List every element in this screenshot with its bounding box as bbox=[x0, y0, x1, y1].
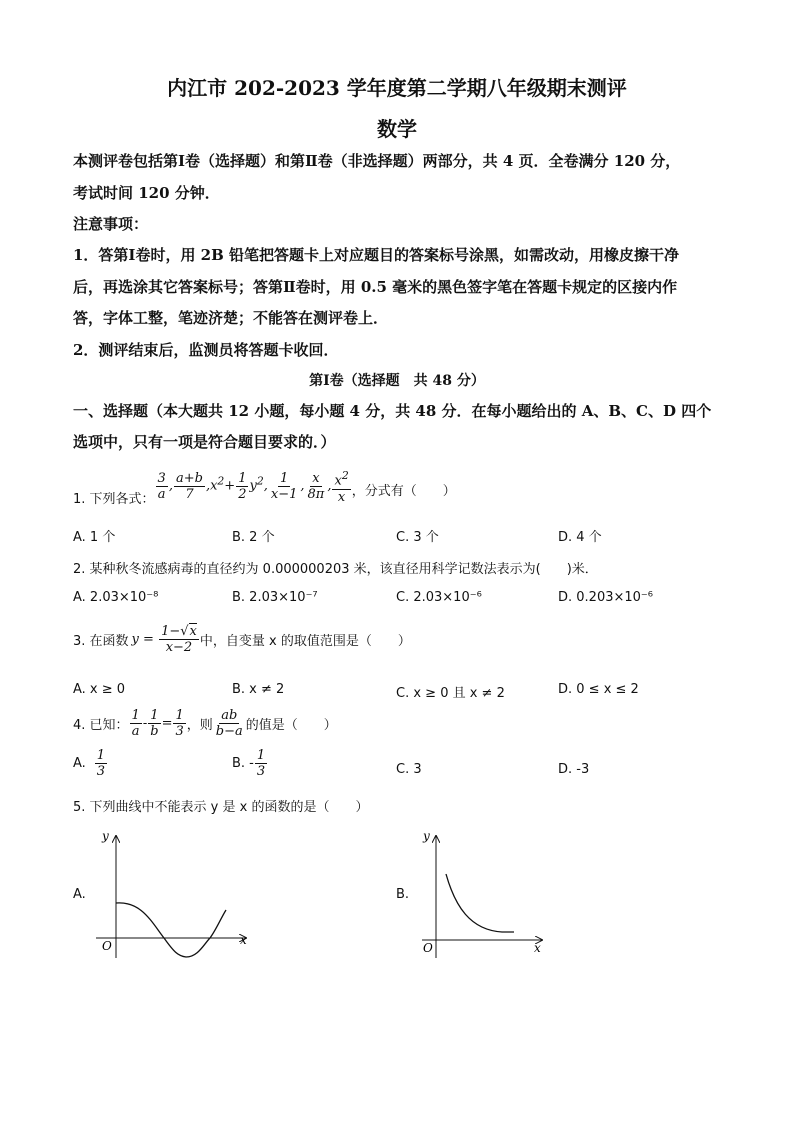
question-4-suffix: 的值是（ ） bbox=[245, 718, 337, 733]
notice-1-line-2: 后，再选涂其它答案标号；答第Ⅱ卷时，用 0.5 毫米的黑色签字笔在答题卡规定的区接内作 bbox=[73, 278, 678, 296]
question-5: 5. 下列曲线中不能表示 y 是 x 的函数的是（ ） bbox=[73, 800, 369, 815]
intro-line-2: 考试时间 120 分钟． bbox=[73, 184, 220, 202]
graph-b-y-label: y bbox=[423, 829, 430, 843]
question-1-suffix: ，分式有（ ） bbox=[351, 484, 456, 499]
q2-option-d: D. 0.203×10⁻⁶ bbox=[558, 590, 653, 605]
question-3-prefix: 3. 在函数 bbox=[73, 634, 129, 649]
q3-option-b: B. x ≠ 2 bbox=[232, 682, 285, 697]
q1-option-a: A. 1 个 bbox=[73, 530, 116, 545]
question-1-prefix: 1. 下列各式： bbox=[73, 492, 155, 507]
q2-option-a: A. 2.03×10⁻⁸ bbox=[73, 590, 159, 605]
graph-b-origin-label: O bbox=[423, 941, 433, 955]
graph-b bbox=[410, 826, 550, 966]
graph-a-label: A. bbox=[73, 887, 86, 902]
section-instruction-line-2: 选项中，只有一项是符合题目要求的．） bbox=[73, 433, 336, 451]
q1-option-c: C. 3 个 bbox=[396, 530, 439, 545]
q4-option-d: D. -3 bbox=[558, 762, 590, 777]
graph-a bbox=[86, 826, 261, 966]
q2-option-b: B. 2.03×10⁻⁷ bbox=[232, 590, 318, 605]
q3-option-d: D. 0 ≤ x ≤ 2 bbox=[558, 682, 639, 697]
exam-title: 内江市 202-2023 学年度第二学期八年级期末测评 bbox=[167, 76, 627, 100]
q1-option-d: D. 4 个 bbox=[558, 530, 602, 545]
graph-a-origin-label: O bbox=[102, 939, 112, 953]
q4-option-a-label: A. bbox=[73, 756, 86, 771]
q4-option-c: C. 3 bbox=[396, 762, 422, 777]
q3-option-c: C. x ≥ 0 且 x ≠ 2 bbox=[396, 686, 505, 701]
graph-b-label: B. bbox=[396, 887, 410, 902]
notice-heading: 注意事项： bbox=[73, 215, 149, 233]
question-3-function: y = $\frac{1-√x}{x-2}$ bbox=[131, 624, 197, 655]
q4-option-b: B. - $\frac{1}{3}$ bbox=[232, 748, 266, 779]
q4-option-b-label: B. - bbox=[232, 756, 254, 771]
question-4 bbox=[73, 708, 337, 739]
question-4-condition: $\frac{1}{a}$ - $\frac{1}{b}$ = $\frac{1}{3}$ bbox=[131, 708, 184, 739]
graph-a-x-label: x bbox=[240, 933, 247, 947]
q1-option-b: B. 2 个 bbox=[232, 530, 275, 545]
q2-option-c: C. 2.03×10⁻⁶ bbox=[396, 590, 482, 605]
notice-1-line-1: 1．答第Ⅰ卷时，用 2B 铅笔把答题卡上对应题目的答案标号涂黑，如需改动，用橡皮擦干净 bbox=[73, 246, 680, 264]
section-instruction-line-1: 一、选择题（本大题共 12 小题，每小题 4 分，共 48 分．在每小题给出的 A、B、C、D 四个 bbox=[73, 402, 712, 420]
section-heading: 第Ⅰ卷（选择题 共 48 分） bbox=[309, 373, 485, 389]
question-4-middle: ，则 bbox=[186, 718, 213, 733]
notice-2: 2．测评结束后，监测员将答题卡收回． bbox=[73, 341, 339, 359]
graph-b-curve bbox=[446, 874, 514, 932]
question-3 bbox=[73, 624, 411, 655]
graph-a-y-label: y bbox=[102, 829, 109, 843]
question-2: 2. 某种秋冬流感病毒的直径约为 0.000000203 米，该直径用科学记数法表示为( )米． bbox=[73, 562, 598, 577]
q3-option-a: A. x ≥ 0 bbox=[73, 682, 126, 697]
q4-option-a: A. $\frac{1}{3}$ bbox=[73, 748, 106, 779]
question-4-expression: $\frac{ab}{b-a}$ bbox=[215, 708, 243, 739]
intro-line-1: 本测评卷包括第Ⅰ卷（选择题）和第Ⅱ卷（非选择题）两部分，共 4 页．全卷满分 120 分， bbox=[73, 152, 681, 170]
question-4-prefix: 4. 已知： bbox=[73, 718, 129, 733]
graph-a-curve bbox=[116, 903, 226, 957]
question-1-expressions: $\frac{3}{a}$ , $\frac{a+b}{7}$ $,x^2+$ $\frac{1}{2}$ $y^2$, $\frac{1}{x-1}$ , $\frac{x}{8\pi}$ , $\frac{x^2}{x}$ bbox=[157, 469, 349, 505]
notice-1-line-3: 答，字体工整，笔迹济楚；不能答在测评卷上． bbox=[73, 309, 389, 327]
subject-title: 数学 bbox=[377, 117, 417, 141]
question-3-suffix: 中，自变量 x 的取值范围是（ ） bbox=[199, 634, 411, 649]
question-1 bbox=[73, 466, 456, 507]
graph-b-x-label: x bbox=[534, 941, 541, 955]
